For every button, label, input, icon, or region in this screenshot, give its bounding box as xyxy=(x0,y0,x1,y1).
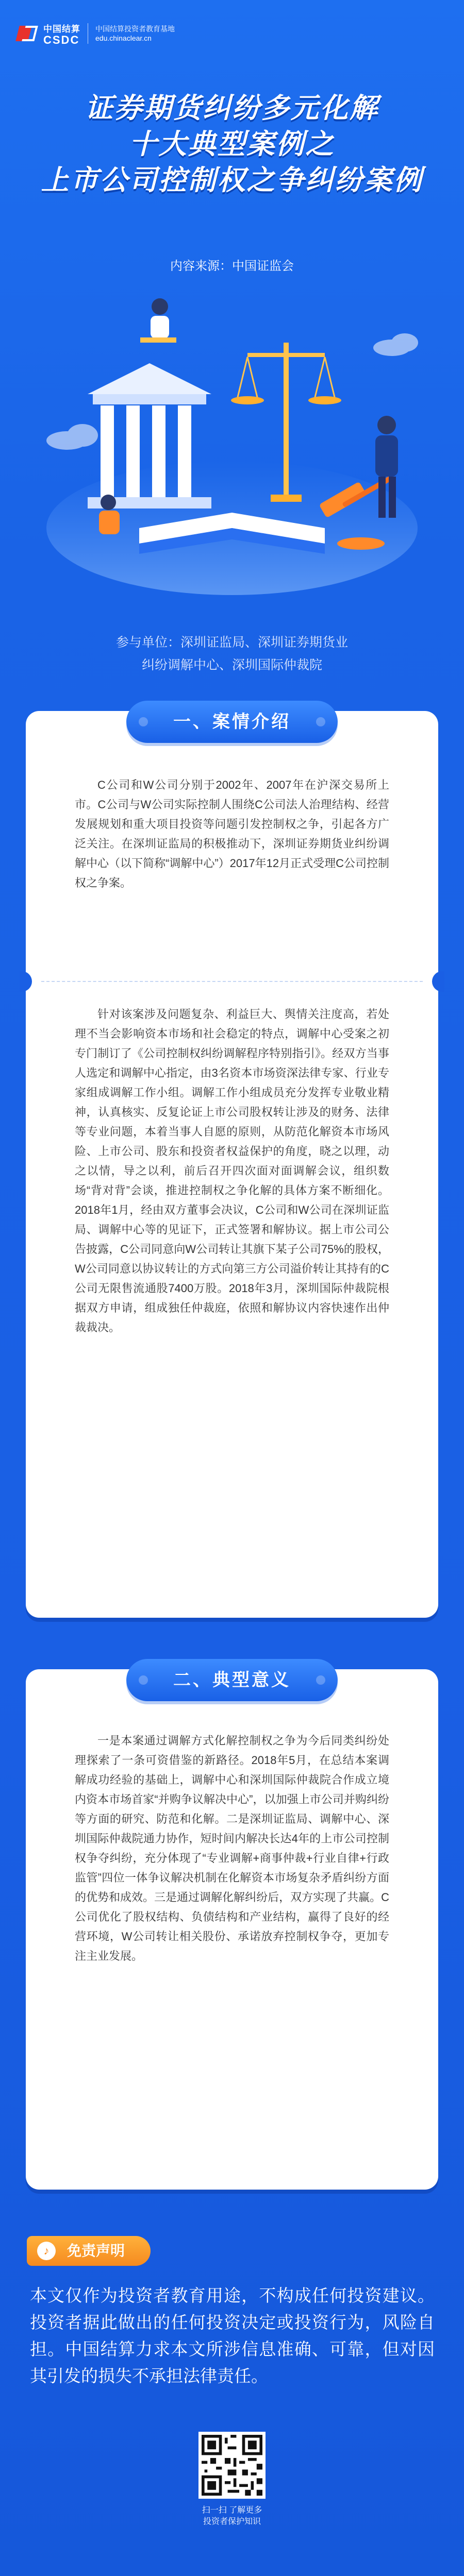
section-heading-case-intro: 一、案情介绍 xyxy=(126,701,338,743)
qr-caption-1: 扫一扫 了解更多 xyxy=(202,2506,262,2515)
case-intro-card xyxy=(26,711,438,1618)
hero-illustration xyxy=(31,286,433,605)
participants xyxy=(0,631,464,676)
significance-card xyxy=(26,1669,438,2190)
disclaimer-title: 免责声明 xyxy=(67,2243,125,2259)
case-intro-paragraph-1: C公司和W公司分别于2002年、2007年在沪深交易所上市。C公司与W公司实际控制人围绕C公司法人治理结构、经营发展规划和重大项目投资等问题引发控制权之争，引起各方广泛关注。在深圳证监局的积极推动下，深圳证券期货业纠纷调解中心（以下简称“调解中心”）2017年12月正式受理C公司控制权之争案。 xyxy=(75,778,389,889)
csdc-logo xyxy=(14,21,175,46)
qr-caption-2: 投资者保护知识 xyxy=(203,2517,261,2526)
disclaimer-text: 本文仅作为投资者教育用途，不构成任何投资建议。投资者据此做出的任何投资决定或投资行为，风险自担。中国结算力求本文所涉信息准确、可靠，但对因其引发的损失不承担法律责任。 xyxy=(30,2286,435,2385)
title-line-1: 证券期货纠纷多元化解 xyxy=(85,93,379,124)
disclaimer-tag xyxy=(27,2236,151,2266)
title-line-3: 上市公司控制权之争纠纷案例 xyxy=(41,165,423,196)
person-left-icon xyxy=(140,298,176,343)
case-intro-paragraph-2: 针对该案涉及问题复杂、利益巨大、舆情关注度高，若处理不当会影响资本市场和社会稳定的特点，调解中心受案之初专门制订了《公司控制权纠纷调解程序特别指引》。经双方当事人选定和调解中心指定，由3名资本市场资深法律专家、行业专家组成调解工作小组。调解工作小组成员充分发挥专业敬业精神，认真核实、反复论证上市公司股权转让涉及的财务、法律等专业问题，本着当事人自愿的原则，从防范化解资本市场风险、上市公司、股东和投资者权益保护的角度，晓之以理，动之以情，导之以利，前后召开四次面对面调解会议，组织数场“背对背”会谈，推进控制权之争化解的具体方案不断细化。2018年1月，经由双方董事会决议，C公司和W公司在深圳证监局、调解中心等的见证下，正式签署和解协议。据上市公司公告披露，C公司同意向W公司转让其旗下某子公司75%的股权，W公司同意以协议转让的方式向第三方公司溢价转让其持有的C公司无限售流通股7400万股。2018年3月，深圳国际仲裁院根据双方申请，组成独任仲裁庭，依照和解协议内容快速作出仲裁裁决。 xyxy=(75,1008,389,1334)
content-source: 内容来源：中国证监会 xyxy=(170,259,294,273)
logo-sub: 中国结算投资者教育基地 xyxy=(95,25,175,33)
card-notch-left xyxy=(20,971,32,992)
card-divider xyxy=(41,981,423,982)
logo-en: CSDC xyxy=(43,33,80,46)
significance-paragraph: 一是本案通过调解方式化解控制权之争为今后同类纠纷处理探索了一条可资借鉴的新路径。2018年5月，在总结本案调解成功经验的基础上，调解中心和深圳国际仲裁院合作成立境内资本市场首家“并购争议解决中心”，以加强上市公司并购纠纷等方面的研究、防范和化解。二是深圳证监局、调解中心、深圳国际仲裁院通力协作，短时间内解决长达4年的上市公司控制权争夺纠纷，充分体现了“专业调解+商事仲裁+行业自律+行政监管”四位一体争议解决机制在化解资本市场复杂矛盾纠纷方面的优势和成效。三是通过调解化解纠纷后，双方实现了共赢。C公司优化了股权结构、负债结构和产业结构，赢得了良好的经营环境，W公司转让相关股份、承诺放弃控制权争夺，更加专注主业发展。 xyxy=(75,1734,389,1962)
qr-code-icon xyxy=(202,2435,262,2496)
title-line-2: 十大典型案例之 xyxy=(129,129,335,160)
logo-url: edu.chinaclear.cn xyxy=(95,34,152,42)
card-notch-right xyxy=(432,971,444,992)
csdc-logo-icon xyxy=(14,21,40,46)
section-heading-significance: 二、典型意义 xyxy=(126,1659,338,1701)
participants-line-2: 纠纷调解中心、深圳国际仲裁院 xyxy=(141,658,322,672)
qr-code[interactable] xyxy=(198,2432,266,2499)
bell-icon: ♪ xyxy=(37,2242,56,2260)
participants-line-1: 参与单位：深圳证监局、深圳证券期货业 xyxy=(115,635,348,650)
logo-cn: 中国结算 xyxy=(43,24,80,34)
qr-block xyxy=(198,2432,266,2528)
page-title xyxy=(0,90,464,198)
